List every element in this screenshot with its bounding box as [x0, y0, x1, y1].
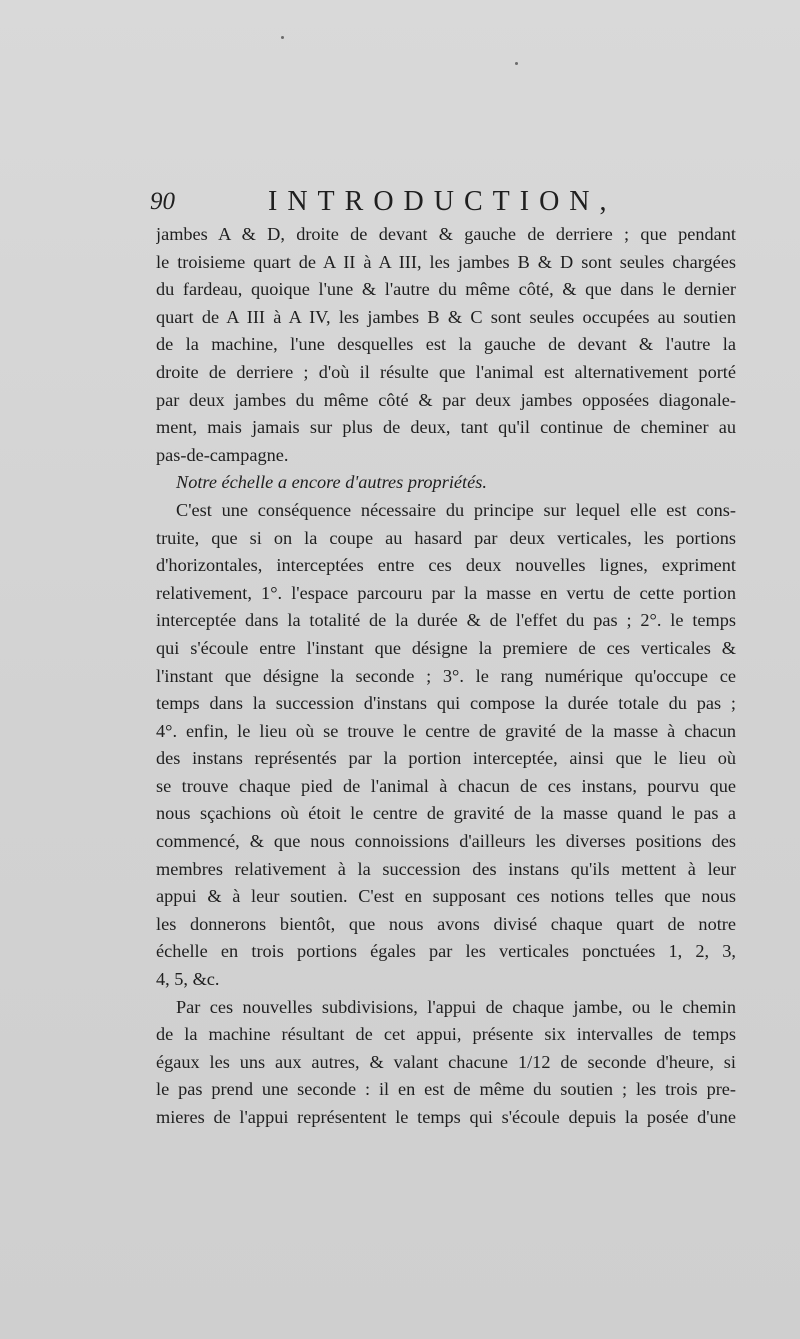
text-line: l'instant que désigne la seconde ; 3°. le rang numérique qu'occupe ce [156, 665, 736, 686]
page-header [150, 186, 617, 226]
text-line: se trouve chaque pied de l'animal à chacun de ces instans, pourvu que [156, 775, 736, 796]
text-line: truite, que si on la coupe au hasard par deux verticales, les portions [156, 527, 736, 548]
text-line: interceptée dans la totalité de la durée & de l'effet du pas ; 2°. le temps [156, 610, 736, 631]
text-line: échelle en trois portions égales par les verticales ponctuées 1, 2, 3, [156, 941, 736, 962]
text-line: par deux jambes du même côté & par deux jambes opposées diagonale- [156, 389, 736, 410]
text-line: droite de derriere ; d'où il résulte que l'animal est alternativement porté [156, 361, 736, 382]
text-line: membres relativement à la succession des instans qu'ils mettent à leur [156, 858, 736, 879]
text-line: quart de A III à A IV, les jambes B & C sont seules occupées au soutien [156, 306, 736, 327]
page-number: 90 [150, 188, 175, 215]
text-line: le troisieme quart de A II à A III, les jambes B & D sont seules chargées [156, 251, 736, 272]
text-line: des instans représentés par la portion interceptée, ainsi que le lieu où [156, 748, 736, 769]
paper-speck [515, 62, 518, 65]
text-line: égaux les uns aux autres, & valant chacune 1/12 de seconde d'heure, si [156, 1051, 736, 1072]
text-line: jambes A & D, droite de devant & gauche de derriere ; que pendant [156, 224, 736, 244]
text-line: nous sçachions où étoit le centre de gravité de la masse quand le pas a [156, 803, 736, 824]
text-line: pas-de-campagne. [156, 444, 289, 465]
text-line: commencé, & que nous connoissions d'ailleurs les diverses positions des [156, 831, 736, 852]
text-line: d'horizontales, interceptées entre ces deux nouvelles lignes, expriment [156, 555, 736, 576]
section-heading: Notre échelle a encore d'autres propriétés. [176, 472, 487, 493]
text-line: de la machine résultant de cet appui, présente six intervalles de temps [156, 1024, 736, 1045]
text-line: de la machine, l'une desquelles est la gauche de devant & l'autre la [156, 334, 736, 355]
text-line: qui s'écoule entre l'instant que désigne la premiere de ces verticales & [156, 637, 736, 658]
text-line: C'est une conséquence nécessaire du principe sur lequel elle est cons- [176, 499, 736, 520]
text-line: relativement, 1°. l'espace parcouru par la masse en vertu de cette portion [156, 582, 736, 603]
running-head: INTRODUCTION, [268, 186, 617, 217]
text-line: le pas prend une seconde : il en est de même du soutien ; les trois pre- [156, 1079, 736, 1100]
text-line: temps dans la succession d'instans qui compose la durée totale du pas ; [156, 693, 736, 714]
text-line: Par ces nouvelles subdivisions, l'appui de chaque jambe, ou le chemin [176, 996, 736, 1017]
text-line: ment, mais jamais sur plus de deux, tant qu'il continue de cheminer au [156, 417, 736, 438]
text-line: mieres de l'appui représentent le temps qui s'écoule depuis la posée d'une [156, 1107, 736, 1127]
text-line: les donnerons bientôt, que nous avons divisé chaque quart de notre [156, 913, 736, 934]
text-line: 4°. enfin, le lieu où se trouve le centre de gravité de la masse à chacun [156, 720, 736, 741]
text-line: appui & à leur soutien. C'est en supposant ces notions telles que nous [156, 886, 736, 907]
paper-speck [281, 36, 284, 39]
text-line: du fardeau, quoique l'une & l'autre du même côté, & que dans le dernier [156, 279, 736, 300]
body-text [156, 221, 736, 1132]
text-line: 4, 5, &c. [156, 969, 220, 990]
